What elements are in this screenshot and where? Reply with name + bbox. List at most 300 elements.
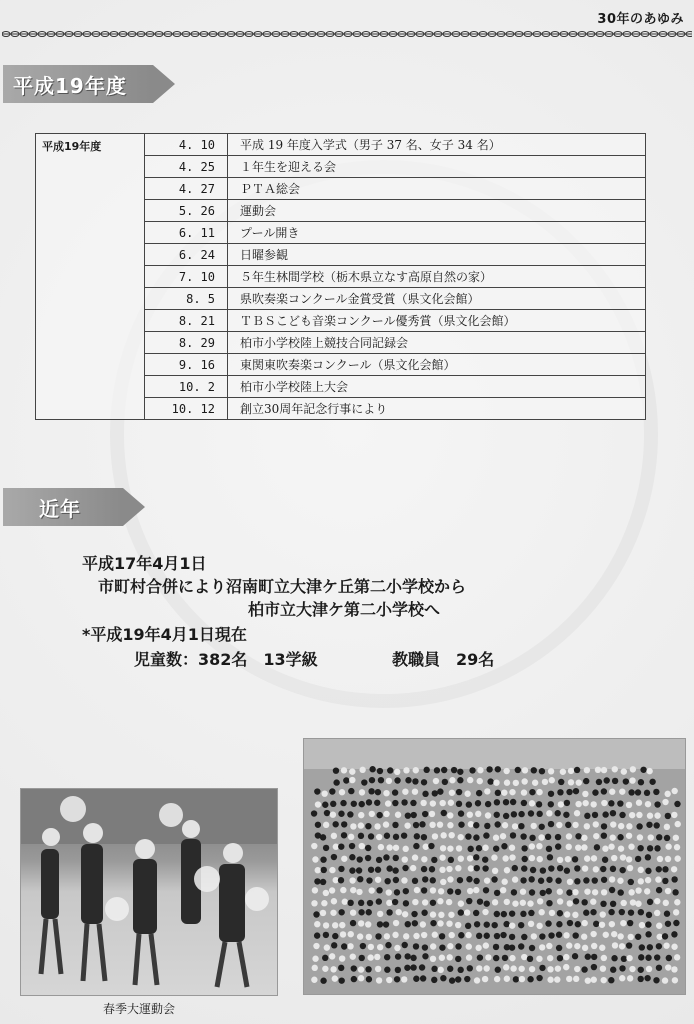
- student-figure: [547, 977, 553, 983]
- student-figure: [493, 944, 499, 950]
- student-figure: [395, 812, 401, 818]
- student-figure: [476, 845, 482, 851]
- student-figure: [458, 909, 464, 915]
- student-figure: [509, 922, 515, 928]
- student-figure: [531, 933, 537, 939]
- student-figure: [600, 866, 606, 872]
- student-figure: [593, 821, 599, 827]
- student-figure: [575, 844, 581, 850]
- student-figure: [401, 877, 407, 883]
- student-figure: [482, 856, 488, 862]
- student-figure: [513, 976, 519, 982]
- student-figure: [528, 910, 534, 916]
- student-figure: [567, 879, 573, 885]
- student-figure: [485, 801, 491, 807]
- student-figure: [663, 900, 669, 906]
- student-figure: [455, 943, 461, 949]
- student-figure: [377, 911, 383, 917]
- student-figure: [465, 833, 471, 839]
- student-figure: [348, 834, 354, 840]
- student-figure: [645, 955, 651, 961]
- student-figure: [591, 977, 597, 983]
- student-figure: [330, 910, 336, 916]
- student-figure: [563, 954, 569, 960]
- event-description: 県吹奏楽コンクール金賞受賞（県文化会館）: [228, 288, 646, 310]
- student-figure: [393, 877, 399, 883]
- student-figure: [539, 965, 545, 971]
- student-figure: [378, 777, 384, 783]
- student-figure: [591, 964, 597, 970]
- student-figure: [645, 921, 651, 927]
- student-figure: [468, 821, 474, 827]
- student-figure: [413, 933, 419, 939]
- student-figure: [432, 833, 438, 839]
- student-figure: [511, 889, 517, 895]
- student-figure: [422, 953, 428, 959]
- student-figure: [646, 966, 652, 972]
- student-figure: [341, 856, 347, 862]
- student-figure: [314, 932, 320, 938]
- student-figure: [484, 823, 490, 829]
- event-description: ＰＴＡ総会: [228, 178, 646, 200]
- student-figure: [601, 889, 607, 895]
- student-figure: [608, 977, 614, 983]
- student-figure: [455, 865, 461, 871]
- student-figure: [366, 976, 372, 982]
- student-figure: [500, 932, 506, 938]
- student-figure: [333, 779, 339, 785]
- student-figure: [438, 888, 444, 894]
- student-figure: [601, 788, 607, 794]
- page-header-title: 30年のあゆみ: [597, 12, 684, 27]
- student-figure: [357, 933, 363, 939]
- student-figure: [509, 854, 515, 860]
- student-figure: [527, 900, 533, 906]
- year-label: 平成19年度: [36, 134, 145, 420]
- student-figure: [665, 813, 671, 819]
- student-figure: [545, 834, 551, 840]
- student-figure: [556, 945, 562, 951]
- student-figure: [657, 856, 663, 862]
- student-figure: [617, 933, 623, 939]
- student-figure: [672, 889, 678, 895]
- student-figure: [529, 889, 535, 895]
- student-figure: [574, 767, 580, 773]
- student-figure: [422, 899, 428, 905]
- student-figure: [557, 857, 563, 863]
- student-figure: [422, 811, 428, 817]
- student-figure: [518, 811, 524, 817]
- student-figure: [527, 976, 533, 982]
- student-figure: [600, 911, 606, 917]
- student-figure: [503, 921, 509, 927]
- student-figure: [413, 822, 419, 828]
- student-figure: [529, 800, 535, 806]
- student-figure: [356, 867, 362, 873]
- student-figure: [656, 834, 662, 840]
- student-figure: [475, 811, 481, 817]
- student-figure: [432, 932, 438, 938]
- student-figure: [635, 856, 641, 862]
- student-figure: [557, 865, 563, 871]
- student-figure: [494, 890, 500, 896]
- student-figure: [402, 856, 408, 862]
- student-figure: [464, 976, 470, 982]
- student-figure: [351, 976, 357, 982]
- recent-merger-text: 市町村合併により沼南町立大津ケ丘第二小学校から: [98, 577, 467, 596]
- student-figure: [527, 956, 533, 962]
- student-figure: [466, 954, 472, 960]
- student-figure: [574, 878, 580, 884]
- student-figure: [431, 966, 437, 972]
- student-figure: [573, 976, 579, 982]
- student-figure: [546, 846, 552, 852]
- student-figure: [529, 966, 535, 972]
- student-figure: [457, 769, 463, 775]
- student-figure: [477, 954, 483, 960]
- student-figure: [357, 876, 363, 882]
- student-figure: [314, 788, 320, 794]
- student-figure: [376, 857, 382, 863]
- student-figure: [621, 900, 627, 906]
- student-figure: [458, 821, 464, 827]
- student-figure: [448, 832, 454, 838]
- student-figure: [502, 822, 508, 828]
- student-figure: [476, 790, 482, 796]
- student-figure: [515, 767, 521, 773]
- student-figure: [609, 789, 615, 795]
- student-figure: [358, 822, 364, 828]
- student-figure: [439, 800, 445, 806]
- student-figure: [538, 834, 544, 840]
- student-figure: [575, 801, 581, 807]
- student-figure: [674, 801, 680, 807]
- student-figure: [512, 823, 518, 829]
- student-figure: [420, 921, 426, 927]
- student-figure: [574, 966, 580, 972]
- student-figure: [403, 846, 409, 852]
- student-figure: [548, 801, 554, 807]
- student-figure: [476, 933, 482, 939]
- student-figure: [447, 822, 453, 828]
- student-figure: [485, 954, 491, 960]
- student-figure: [618, 845, 624, 851]
- student-figure: [467, 965, 473, 971]
- student-figure: [338, 843, 344, 849]
- student-figure: [376, 898, 382, 904]
- student-figure: [521, 934, 527, 940]
- student-figure: [323, 822, 329, 828]
- student-figure: [458, 900, 464, 906]
- student-figure: [347, 811, 353, 817]
- student-figure: [366, 799, 372, 805]
- student-figure: [403, 900, 409, 906]
- event-description: 創立30周年記念行事により: [228, 398, 646, 420]
- student-figure: [591, 954, 597, 960]
- student-figure: [574, 943, 580, 949]
- student-figure: [421, 834, 427, 840]
- student-figure: [312, 965, 318, 971]
- student-figure: [313, 911, 319, 917]
- student-figure: [556, 921, 562, 927]
- student-figure: [429, 866, 435, 872]
- event-date: 6. 24: [145, 244, 228, 266]
- student-figure: [654, 845, 660, 851]
- student-figure: [557, 889, 563, 895]
- student-figure: [566, 844, 572, 850]
- student-figure: [610, 810, 616, 816]
- student-figure: [582, 800, 588, 806]
- student-figure: [439, 955, 445, 961]
- student-figure: [654, 898, 660, 904]
- student-figure: [350, 920, 356, 926]
- student-figure: [491, 922, 497, 928]
- student-figure: [494, 812, 500, 818]
- student-figure: [487, 778, 493, 784]
- student-figure: [555, 834, 561, 840]
- student-figure: [484, 900, 490, 906]
- student-figure: [467, 846, 473, 852]
- student-figure: [377, 944, 383, 950]
- student-figure: [576, 779, 582, 785]
- student-figure: [621, 768, 627, 774]
- student-figure: [402, 788, 408, 794]
- student-figure: [647, 944, 653, 950]
- student-figure: [528, 876, 534, 882]
- student-figure: [529, 843, 535, 849]
- student-figure: [404, 822, 410, 828]
- student-figure: [656, 965, 662, 971]
- student-figure: [333, 767, 339, 773]
- student-figure: [547, 966, 553, 972]
- student-figure: [446, 899, 452, 905]
- student-figure: [377, 768, 383, 774]
- student-figure: [455, 922, 461, 928]
- student-figure: [383, 921, 389, 927]
- student-figure: [673, 920, 679, 926]
- student-figure: [440, 832, 446, 838]
- student-figure: [332, 821, 338, 827]
- student-figure: [441, 767, 447, 773]
- student-figure: [604, 777, 610, 783]
- student-figure: [495, 790, 501, 796]
- student-figure: [484, 921, 490, 927]
- student-figure: [332, 922, 338, 928]
- student-figure: [476, 965, 482, 971]
- student-figure: [375, 867, 381, 873]
- student-figure: [365, 845, 371, 851]
- student-figure: [375, 789, 381, 795]
- student-figure: [626, 833, 632, 839]
- student-figure: [554, 976, 560, 982]
- student-figure: [539, 824, 545, 830]
- event-description: 東関東吹奏楽コンクール（県文化会館）: [228, 354, 646, 376]
- student-figure: [347, 943, 353, 949]
- student-figure: [656, 887, 662, 893]
- student-figure: [626, 955, 632, 961]
- student-figure: [329, 887, 335, 893]
- student-figure: [608, 800, 614, 806]
- student-figure: [432, 790, 438, 796]
- student-figure: [620, 920, 626, 926]
- student-figure: [595, 767, 601, 773]
- student-figure: [467, 777, 473, 783]
- student-figure: [619, 943, 625, 949]
- student-figure: [433, 778, 439, 784]
- student-figure: [430, 920, 436, 926]
- student-figure: [591, 855, 597, 861]
- student-figure: [343, 777, 349, 783]
- student-figure: [387, 767, 393, 773]
- student-figure: [401, 799, 407, 805]
- event-date: 4. 27: [145, 178, 228, 200]
- student-figure: [518, 966, 524, 972]
- student-figure: [500, 887, 506, 893]
- student-figure: [564, 868, 570, 874]
- student-figure: [644, 790, 650, 796]
- student-figure: [483, 942, 489, 948]
- student-figure: [608, 909, 614, 915]
- student-figure: [593, 921, 599, 927]
- student-figure: [485, 812, 491, 818]
- student-figure: [529, 835, 535, 841]
- student-figure: [536, 801, 542, 807]
- student-figure: [332, 933, 338, 939]
- student-figure: [320, 856, 326, 862]
- student-figure: [627, 865, 633, 871]
- student-figure: [412, 878, 418, 884]
- student-figure: [617, 878, 623, 884]
- student-figure: [636, 812, 642, 818]
- student-figure: [394, 889, 400, 895]
- student-figure: [664, 835, 670, 841]
- student-figure: [647, 899, 653, 905]
- student-figure: [548, 821, 554, 827]
- student-figure: [329, 953, 335, 959]
- student-figure: [350, 887, 356, 893]
- student-figure: [671, 944, 677, 950]
- student-figure: [647, 813, 653, 819]
- student-figure: [638, 779, 644, 785]
- student-figure: [349, 843, 355, 849]
- student-figure: [518, 922, 524, 928]
- student-figure: [393, 834, 399, 840]
- student-figure: [583, 877, 589, 883]
- student-figure: [644, 888, 650, 894]
- student-figure: [610, 901, 616, 907]
- student-figure: [628, 889, 634, 895]
- student-figure: [466, 943, 472, 949]
- student-figure: [473, 822, 479, 828]
- student-figure: [662, 799, 668, 805]
- section-heading-label: 近年: [3, 488, 123, 526]
- student-figure: [538, 878, 544, 884]
- student-figure: [644, 975, 650, 981]
- student-figure: [402, 911, 408, 917]
- student-figure: [330, 801, 336, 807]
- student-figure: [330, 966, 336, 972]
- student-figure: [540, 890, 546, 896]
- student-figure: [639, 922, 645, 928]
- student-figure: [611, 931, 617, 937]
- student-figure: [623, 778, 629, 784]
- student-figure: [601, 877, 607, 883]
- student-figure: [584, 855, 590, 861]
- student-figure: [437, 821, 443, 827]
- student-figure: [403, 767, 409, 773]
- student-figure: [638, 976, 644, 982]
- student-figure: [646, 912, 652, 918]
- student-figure: [635, 934, 641, 940]
- student-figure: [412, 920, 418, 926]
- student-figure: [342, 899, 348, 905]
- student-figure: [636, 800, 642, 806]
- event-date: 9. 16: [145, 354, 228, 376]
- student-figure: [311, 900, 317, 906]
- student-figure: [628, 879, 634, 885]
- student-figure: [645, 854, 651, 860]
- student-figure: [448, 800, 454, 806]
- student-figure: [610, 834, 616, 840]
- student-figure: [385, 800, 391, 806]
- student-figure: [348, 931, 354, 937]
- student-figure: [384, 933, 390, 939]
- student-figure: [350, 823, 356, 829]
- student-figure: [538, 909, 544, 915]
- student-figure: [321, 900, 327, 906]
- student-figure: [420, 800, 426, 806]
- student-figure: [351, 801, 357, 807]
- student-figure: [568, 768, 574, 774]
- student-figure: [618, 889, 624, 895]
- student-figure: [612, 766, 618, 772]
- student-figure: [610, 967, 616, 973]
- student-figure: [473, 878, 479, 884]
- student-figure: [628, 789, 634, 795]
- student-figure: [509, 789, 515, 795]
- student-figure: [504, 867, 510, 873]
- student-figure: [509, 944, 515, 950]
- recent-new-name: 柏市立大津ケ第二小学校へ: [248, 600, 441, 619]
- student-figure: [563, 932, 569, 938]
- student-figure: [331, 898, 337, 904]
- student-figure: [386, 778, 392, 784]
- student-figure: [584, 888, 590, 894]
- student-figure: [393, 845, 399, 851]
- student-figure: [465, 932, 471, 938]
- student-figure: [518, 823, 524, 829]
- student-figure: [540, 867, 546, 873]
- student-figure: [626, 802, 632, 808]
- student-figure: [449, 932, 455, 938]
- student-figure: [630, 899, 636, 905]
- student-figure: [366, 934, 372, 940]
- student-figure: [656, 866, 662, 872]
- student-figure: [329, 867, 335, 873]
- student-figure: [428, 843, 434, 849]
- student-figure: [329, 788, 335, 794]
- student-figure: [609, 876, 615, 882]
- student-figure: [518, 943, 524, 949]
- event-date: 10. 2: [145, 376, 228, 398]
- student-figure: [555, 843, 561, 849]
- student-figure: [504, 976, 510, 982]
- student-figure: [501, 789, 507, 795]
- student-figure: [338, 965, 344, 971]
- student-figure: [501, 879, 507, 885]
- student-figure: [405, 921, 411, 927]
- student-figure: [665, 856, 671, 862]
